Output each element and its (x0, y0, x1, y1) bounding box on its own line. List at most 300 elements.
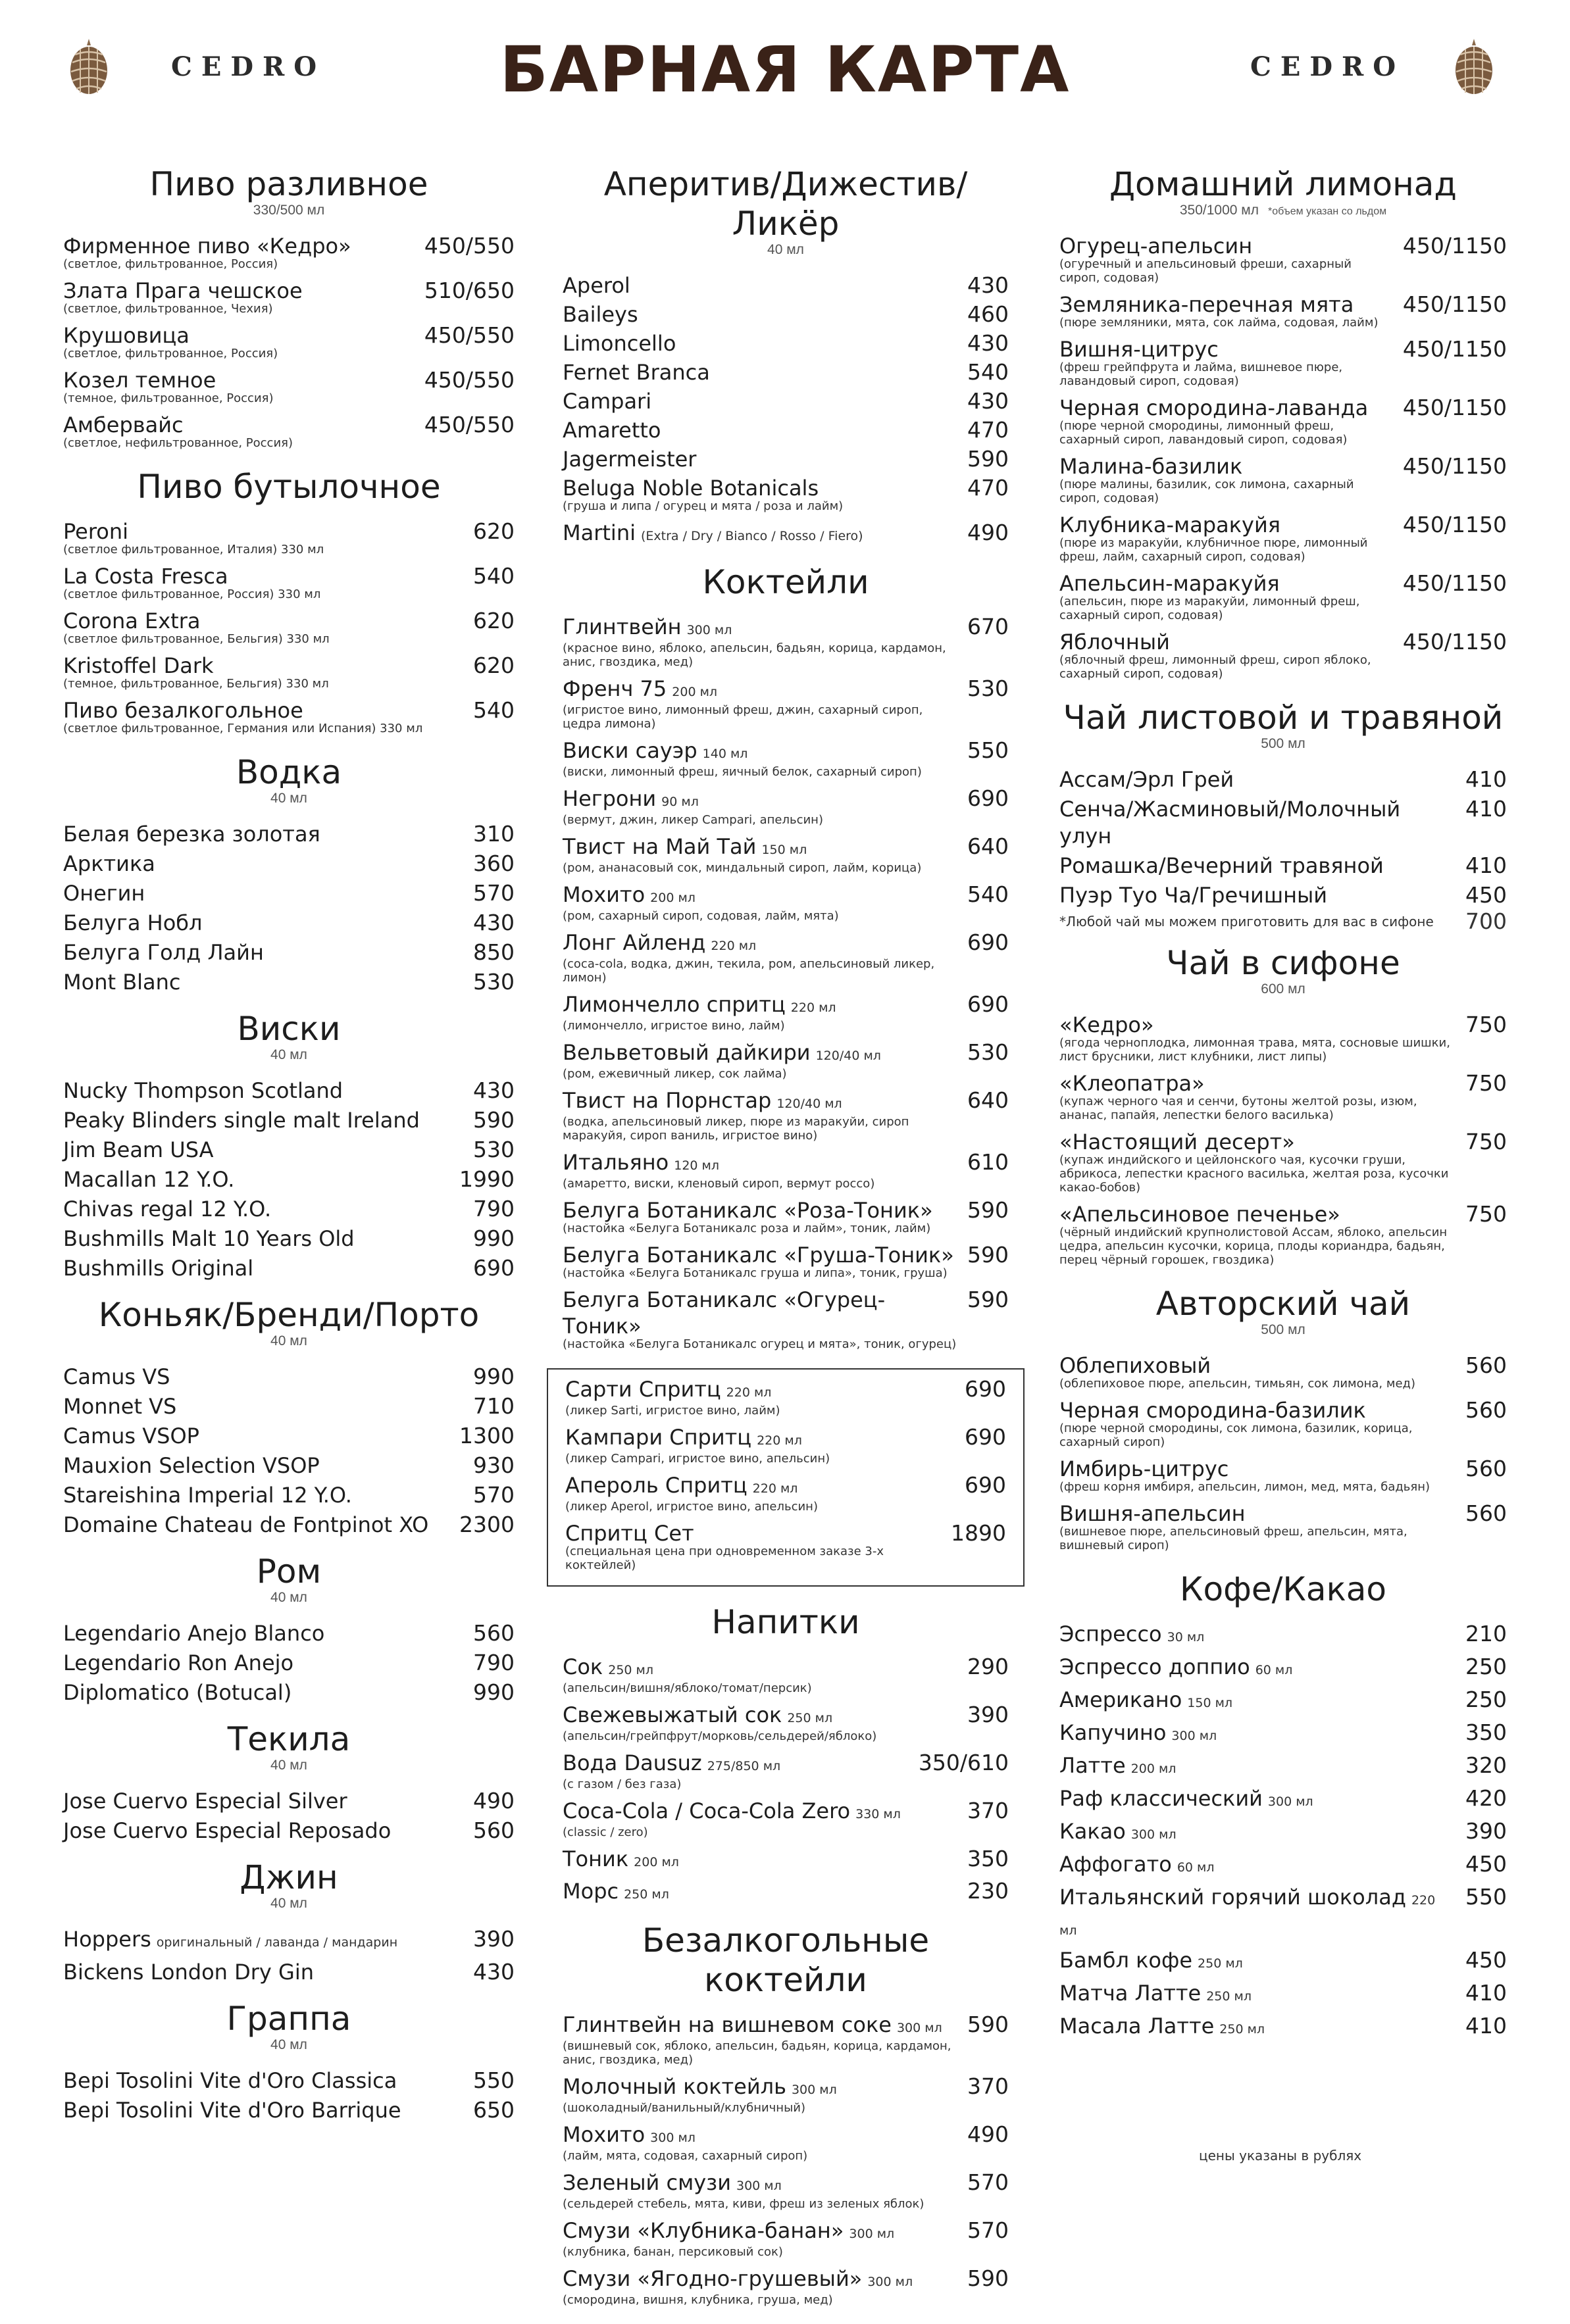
menu-item-info (563, 2169, 957, 2215)
menu-item-description: (светлое, фильтрованное, Россия) (63, 347, 278, 360)
menu-item-description: (апельсин, пюре из маракуйи, лимонный фреш, сахарный сироп, содовая) (1059, 595, 1360, 622)
menu-item-title: Злата Прага чешское (63, 278, 303, 303)
menu-item-price: 430 (473, 1077, 515, 1103)
section-subtitle (563, 242, 1009, 258)
menu-item-description: (coca-cola, водка, джин, текила, ром, апельсиновый ликер, лимон) (563, 957, 935, 985)
menu-item (63, 1452, 515, 1479)
menu-item-name (63, 910, 463, 937)
menu-item-price: 450/1150 (1402, 570, 1507, 596)
menu-item-price: 530 (473, 1137, 515, 1162)
menu-item-name (1059, 1654, 1455, 1684)
menu-item-info (563, 991, 957, 1037)
section-subtitle (63, 2037, 515, 2053)
menu-item-name (1059, 2013, 1455, 2043)
menu-item-info (1059, 1500, 1455, 1556)
menu-item-name (63, 821, 463, 848)
menu-item-title: Эспрессо доппио (1059, 1654, 1250, 1679)
menu-item-name (63, 1788, 463, 1815)
menu-item-name (63, 880, 463, 907)
menu-item-name (563, 1798, 957, 1827)
menu-item-info (563, 2217, 957, 2263)
menu-item-name (63, 518, 463, 545)
section-title: Пиво разливное (149, 165, 428, 203)
menu-item-name (1059, 336, 1392, 362)
menu-item-price: 560 (1465, 1352, 1507, 1378)
menu-item-info (563, 1702, 957, 1747)
brand-right (1250, 36, 1497, 97)
menu-item (1059, 1070, 1507, 1126)
menu-item (63, 367, 515, 409)
section-title: Водка (236, 753, 342, 791)
menu-item (63, 2067, 515, 2094)
menu-item-volume: 120/40 мл (815, 1049, 881, 1063)
menu-item (563, 330, 1009, 357)
menu-item-price: 410 (1465, 1980, 1507, 2006)
menu-item-title: Аффогато (1059, 1852, 1172, 1877)
menu-item-info (63, 1817, 463, 1844)
menu-item-description: (груша и липа / огурец и мята / роза и лайм) (563, 499, 844, 513)
menu-item-volume: 250 мл (624, 1887, 669, 1902)
menu-item-info (63, 969, 463, 996)
menu-item-name (563, 1654, 957, 1683)
menu-item-title: Апероль Спритц (565, 1473, 747, 1498)
menu-item-description: (фреш грейпфрута и лайма, вишневое пюре, лавандовый сироп, содовая) (1059, 360, 1343, 388)
menu-item-info (565, 1472, 954, 1518)
menu-item-name (1059, 570, 1392, 597)
menu-item (1059, 233, 1507, 289)
menu-item-info (63, 1788, 463, 1815)
menu-item-description: (темное, фильтрованное, Бельгия) 330 мл (63, 677, 329, 691)
menu-item (1059, 1818, 1507, 1848)
menu-item-name (1059, 1884, 1455, 1944)
menu-item-name (63, 1255, 463, 1282)
menu-item-volume: 220 мл (752, 1481, 798, 1496)
menu-item-title: Сенча/Жасминовый/Молочный улун (1059, 797, 1401, 849)
menu-item (563, 1242, 1009, 1284)
menu-item (563, 2169, 1009, 2215)
menu-item-name (563, 475, 957, 501)
menu-item (1059, 1687, 1507, 1717)
menu-item (1059, 1352, 1507, 1395)
menu-item-price: 360 (473, 851, 515, 876)
menu-item-info (563, 1039, 957, 1085)
menu-item-volume: 330 мл (855, 1807, 901, 1821)
menu-item-info (63, 1166, 449, 1193)
menu-item-title: Белуга Ботаникалс «Роза-Тоник» (563, 1198, 933, 1223)
menu-item-name (1059, 1500, 1455, 1527)
menu-item-price: 1300 (459, 1423, 515, 1448)
menu-item-description: (светлое фильтрованное, Россия) 330 мл (63, 587, 321, 601)
menu-item-title: Малина-базилик (1059, 454, 1243, 479)
menu-item-title: Jagermeister (563, 447, 697, 472)
menu-item-title: Козел темное (63, 368, 216, 393)
menu-item-name (563, 2121, 957, 2151)
menu-item-info (563, 1242, 957, 1284)
menu-item-volume: 250 мл (787, 1711, 833, 1725)
menu-item-title: Campari (563, 389, 652, 414)
menu-item-title: Bushmills Original (63, 1256, 254, 1281)
menu-item-title: Смузи «Ягодно-грушевый» (563, 2266, 863, 2291)
menu-item (63, 939, 515, 966)
menu-item-name (1059, 291, 1392, 318)
menu-item-name (1059, 1352, 1455, 1379)
menu-item (63, 969, 515, 996)
menu-item (1059, 395, 1507, 451)
menu-item (563, 881, 1009, 927)
menu-item-price: 590 (967, 2012, 1009, 2037)
menu-item-name (63, 653, 463, 679)
menu-item (63, 1364, 515, 1391)
menu-item-info (563, 1798, 957, 1843)
menu-item-price: 590 (967, 446, 1009, 472)
menu-item (63, 412, 515, 454)
menu-item-description: (пюре черной смородины, сок лимона, базилик, корица, сахарный сироп) (1059, 1422, 1413, 1449)
menu-item-title: «Апельсиновое печенье» (1059, 1202, 1340, 1227)
menu-item-name (563, 676, 957, 705)
menu-item-title: Клубника-маракуйя (1059, 512, 1281, 537)
menu-item-description: (водка, апельсиновый ликер, пюре из маракуйи, сироп маракуйя, сироп ваниль, игристое вино) (563, 1115, 909, 1143)
menu-item-price: 540 (967, 359, 1009, 385)
menu-item-name (63, 697, 463, 724)
menu-item-description: (купаж индийского и цейлонского чая, кусочки груши, абрикоса, лепестки красного василька, желтая роза, кусочки какао-бобов) (1059, 1153, 1449, 1195)
menu-item-title: Зеленый смузи (563, 2170, 731, 2195)
menu-item-info (563, 475, 957, 517)
menu-item-volume: 300 мл (791, 2083, 837, 2097)
menu-item-volume: 220 мл (1059, 1893, 1436, 1938)
menu-item-name (63, 1482, 463, 1509)
menu-item (1059, 1129, 1507, 1199)
menu-item-name (1059, 1070, 1455, 1097)
menu-item-price: 550 (1465, 1884, 1507, 1910)
menu-item-price: 550 (967, 737, 1009, 763)
menu-item-name (1059, 1851, 1455, 1881)
menu-item (63, 1225, 515, 1252)
menu-item (63, 653, 515, 695)
menu-item-price: 650 (473, 2097, 515, 2123)
menu-item-title: Фирменное пиво «Кедро» (63, 234, 351, 259)
section-note: *объем указан со льдом (1268, 206, 1387, 217)
menu-item-info (563, 388, 957, 414)
menu-item (1059, 1884, 1507, 1944)
menu-item (563, 475, 1009, 517)
section-subtitle (63, 1333, 515, 1349)
menu-item-price: 420 (1465, 1785, 1507, 1811)
section-title: Домашний лимонад (1109, 165, 1457, 203)
menu-item-price: 450/550 (424, 233, 515, 259)
section-subtitle (63, 203, 515, 218)
section-subtitle (63, 1047, 515, 1063)
menu-item (563, 2121, 1009, 2167)
menu-item-info (63, 518, 463, 560)
menu-item-description: (лимончелло, игристое вино, лайм) (563, 1019, 785, 1033)
menu-item-title: Monnet VS (63, 1394, 177, 1419)
menu-item-title: Какао (1059, 1819, 1126, 1844)
menu-item-description: (специальная цена при одновременном заказе 3-х коктейлей) (565, 1545, 884, 1572)
menu-item (1059, 1012, 1507, 1068)
menu-item-title: Тоник (563, 1846, 629, 1871)
menu-item-info (563, 359, 957, 385)
menu-item-volume: 90 мл (661, 795, 699, 809)
menu-item (1059, 1621, 1507, 1651)
menu-item (1059, 1397, 1507, 1453)
menu-item-title: Сок (563, 1654, 603, 1679)
menu-item-info (63, 1196, 463, 1223)
menu-item-info (63, 412, 414, 454)
menu-item-price: 490 (967, 2121, 1009, 2147)
menu-item-name (563, 2217, 957, 2247)
menu-item-title: Глинтвейн на вишневом соке (563, 2012, 892, 2037)
section-title: Коньяк/Бренди/Порто (98, 1296, 480, 1334)
menu-item-title: La Costa Fresca (63, 564, 228, 589)
menu-item-info (63, 653, 463, 695)
menu-item-info (563, 301, 957, 328)
menu-item-name (63, 1107, 463, 1134)
menu-item-info (63, 1959, 463, 1986)
menu-item-title: Jose Cuervo Especial Silver (63, 1789, 347, 1814)
menu-item-name (563, 1087, 957, 1117)
menu-item-info (63, 1679, 463, 1706)
section-title: Чай в сифоне (1166, 944, 1400, 982)
menu-item-price: 690 (967, 785, 1009, 811)
menu-item-price: 690 (965, 1376, 1006, 1402)
menu-item-title: Domaine Chateau de Fontpinot XO (63, 1512, 429, 1537)
menu-item-info (63, 278, 414, 320)
menu-item-info (63, 1482, 463, 1509)
menu-item-volume: 250 мл (1219, 2022, 1265, 2037)
menu-item (63, 1137, 515, 1164)
menu-item-info (563, 2265, 957, 2311)
menu-item-price: 530 (473, 969, 515, 995)
menu-section (63, 1858, 515, 1986)
brand-logo-text: CEDRO (1250, 51, 1405, 82)
menu-item-title: Облепиховый (1059, 1353, 1211, 1378)
menu-item-title: Martini (563, 520, 636, 545)
menu-item-info (63, 939, 463, 966)
menu-item-volume: 30 мл (1167, 1630, 1205, 1644)
menu-item-title: Legendario Anejo Blanco (63, 1621, 325, 1646)
menu-item-info (563, 2012, 957, 2071)
menu-item-title: Белуга Нобл (63, 910, 203, 935)
menu-item-info (63, 1512, 449, 1539)
menu-item-price: 450/1150 (1402, 291, 1507, 317)
menu-item-description: (пюре из маракуйи, клубничное пюре, лимонный фреш, лайм, сахарный сироп, содовая) (1059, 536, 1368, 564)
menu-item (1059, 882, 1507, 909)
menu-item-title: Лимончелло спритц (563, 992, 786, 1017)
menu-item-info (1059, 570, 1392, 626)
menu-item-price: 590 (967, 1242, 1009, 1268)
menu-item (563, 1287, 1009, 1355)
menu-item-info (1059, 1070, 1455, 1126)
section-subtitle (1059, 981, 1507, 997)
menu-item-title: Американо (1059, 1687, 1182, 1712)
menu-item-info (1059, 1719, 1455, 1750)
menu-item-name (563, 1197, 957, 1224)
menu-item (63, 1959, 515, 1986)
menu-item-description: (настойка «Белуга Ботаникалс груша и липа», тоник, груша) (563, 1266, 948, 1280)
menu-item (563, 1878, 1009, 1908)
menu-item-title: Chivas regal 12 Y.O. (63, 1197, 272, 1222)
section-title: Аперитив/Дижестив/Ликёр (603, 165, 968, 243)
menu-item-volume: 200 мл (650, 891, 696, 905)
menu-item-info (1059, 1687, 1455, 1717)
menu-item-name (63, 1393, 463, 1420)
section-subtitle (1059, 736, 1507, 752)
menu-item-price: 2300 (459, 1512, 515, 1537)
menu-item-info (563, 614, 957, 673)
menu-item (1059, 1785, 1507, 1816)
menu-item-info (1059, 2013, 1455, 2043)
menu-item-volume: 300 мл (1267, 1794, 1313, 1809)
menu-item-info (1059, 1456, 1455, 1498)
menu-item-price: 570 (473, 880, 515, 906)
menu-item (63, 1255, 515, 1282)
menu-item-price: 690 (965, 1424, 1006, 1450)
menu-item-title: Белуга Ботаникалс «Груша-Тоник» (563, 1243, 954, 1268)
menu-item-name (563, 833, 957, 863)
menu-item-price: 750 (1465, 1070, 1507, 1096)
menu-item-info (563, 1846, 957, 1875)
menu-item (563, 1846, 1009, 1875)
section-volume: 40 мл (270, 1758, 307, 1773)
menu-item-price: 430 (473, 910, 515, 935)
menu-item-title: Hoppers (63, 1927, 151, 1952)
section-volume: 600 мл (1261, 981, 1305, 997)
menu-item-name (63, 412, 414, 438)
menu-item-price: 370 (967, 2073, 1009, 2099)
menu-item-name (563, 2012, 957, 2041)
menu-item-title: Bushmills Malt 10 Years Old (63, 1226, 355, 1251)
menu-section (63, 1552, 515, 1706)
menu-column-2 (563, 164, 1009, 2324)
menu-item-info (563, 833, 957, 879)
menu-item-info (1059, 1851, 1455, 1881)
menu-item-title: Черная смородина-лаванда (1059, 395, 1369, 420)
menu-item-info (563, 1197, 957, 1239)
menu-item-description: (чёрный индийский крупнолистовой Ассам, яблоко, апельсин цедра, апельсин кусочки, корица, плоды кориандра, бадьян, перец чёрный горошек, гвоздика) (1059, 1225, 1448, 1267)
menu-item-info (1059, 1884, 1455, 1944)
menu-item-price: 390 (967, 1702, 1009, 1727)
menu-section (63, 1295, 515, 1539)
menu-item-title: Капучино (1059, 1720, 1167, 1745)
menu-item-name (563, 2265, 957, 2295)
menu-item (1059, 512, 1507, 568)
section-subtitle (63, 1590, 515, 1606)
menu-item-description: (ром, сахарный сироп, содовая, лайм, мята) (563, 909, 839, 923)
menu-item-name (563, 929, 957, 959)
menu-item-title: Peroni (63, 519, 129, 544)
menu-item-price: 620 (473, 608, 515, 633)
menu-item-price: 540 (473, 563, 515, 589)
menu-item (63, 1482, 515, 1509)
section-title: Безалкогольные коктейли (642, 1921, 930, 1999)
menu-section (63, 467, 515, 739)
section-volume: 40 мл (270, 1047, 307, 1062)
menu-item-name (563, 991, 957, 1021)
menu-item-price: 310 (473, 821, 515, 847)
menu-item-info (1059, 629, 1392, 685)
menu-item (63, 1166, 515, 1193)
menu-item-info (1059, 1752, 1455, 1783)
menu-section (1059, 1570, 1507, 2043)
menu-item (563, 2073, 1009, 2119)
menu-item-info (563, 2073, 957, 2119)
menu-item-price: 230 (967, 1878, 1009, 1904)
menu-item-description: (светлое, фильтрованное, Чехия) (63, 302, 273, 316)
menu-item (563, 614, 1009, 673)
section-title: Чай листовой и травяной (1063, 699, 1504, 737)
section-title: Напитки (711, 1603, 860, 1641)
section-subtitle (63, 791, 515, 806)
menu-item-title: Diplomatico (Botucal) (63, 1680, 292, 1705)
menu-item-description: (настойка «Белуга Ботаникалс огурец и мята», тоник, огурец) (563, 1337, 957, 1351)
menu-item-price: 540 (473, 697, 515, 723)
section-title: Джин (240, 1858, 338, 1896)
menu-item (63, 608, 515, 650)
section-volume: 350/1000 мл (1179, 203, 1259, 218)
menu-item (563, 388, 1009, 414)
menu-item-volume: 220 мл (711, 939, 757, 953)
menu-item (63, 1393, 515, 1420)
menu-item (63, 697, 515, 739)
menu-item-price: 610 (967, 1149, 1009, 1175)
menu-item (63, 1512, 515, 1539)
menu-item-volume: 120/40 мл (776, 1097, 842, 1111)
menu-item-name (563, 330, 957, 357)
menu-item-title: Лонг Айленд (563, 930, 706, 955)
menu-item-info (565, 1376, 954, 1422)
menu-item (1059, 1752, 1507, 1783)
menu-item (1059, 1851, 1507, 1881)
menu-item-price: 410 (1465, 796, 1507, 822)
menu-item-info (63, 1393, 463, 1420)
menu-item-title: Baileys (563, 302, 638, 327)
menu-item-info (1059, 1947, 1455, 1977)
menu-item (63, 1788, 515, 1815)
menu-item-price: 670 (967, 614, 1009, 639)
menu-section (1059, 698, 1507, 934)
menu-item-price: 750 (1465, 1201, 1507, 1227)
menu-item-name (1059, 853, 1455, 879)
menu-item-price: 390 (1465, 1818, 1507, 1844)
menu-item-price: 640 (967, 833, 1009, 859)
menu-item-title: Латте (1059, 1753, 1126, 1778)
menu-item-info (63, 1620, 463, 1647)
menu-item-title: Legendario Ron Anejo (63, 1650, 294, 1675)
menu-item-price: 690 (965, 1472, 1006, 1498)
menu-item-name (63, 1679, 463, 1706)
menu-item-name (63, 1196, 463, 1223)
menu-section (63, 1999, 515, 2124)
menu-item-info (1059, 1818, 1455, 1848)
menu-item-name (63, 563, 463, 589)
menu-item (563, 2217, 1009, 2263)
menu-item-title: Крушовица (63, 323, 190, 348)
menu-item-info (1059, 1621, 1455, 1651)
menu-item-description: (пюре малины, базилик, сок лимона, сахарный сироп, содовая) (1059, 478, 1354, 505)
menu-item-name (1059, 1785, 1455, 1816)
menu-item-volume: 300 мл (650, 2131, 696, 2145)
menu-item (63, 910, 515, 937)
section-volume: 40 мл (270, 791, 307, 806)
menu-item-name (1059, 1818, 1455, 1848)
menu-item-info (63, 2097, 463, 2124)
menu-item-name (63, 367, 414, 393)
menu-item-price: 410 (1465, 766, 1507, 792)
menu-item-title: Онегин (63, 881, 145, 906)
menu-item-description: (настойка «Белуга Ботаникалс роза и лайм», тоник, лайм) (563, 1222, 931, 1235)
menu-item (1059, 766, 1507, 793)
menu-item-name (63, 1137, 463, 1164)
